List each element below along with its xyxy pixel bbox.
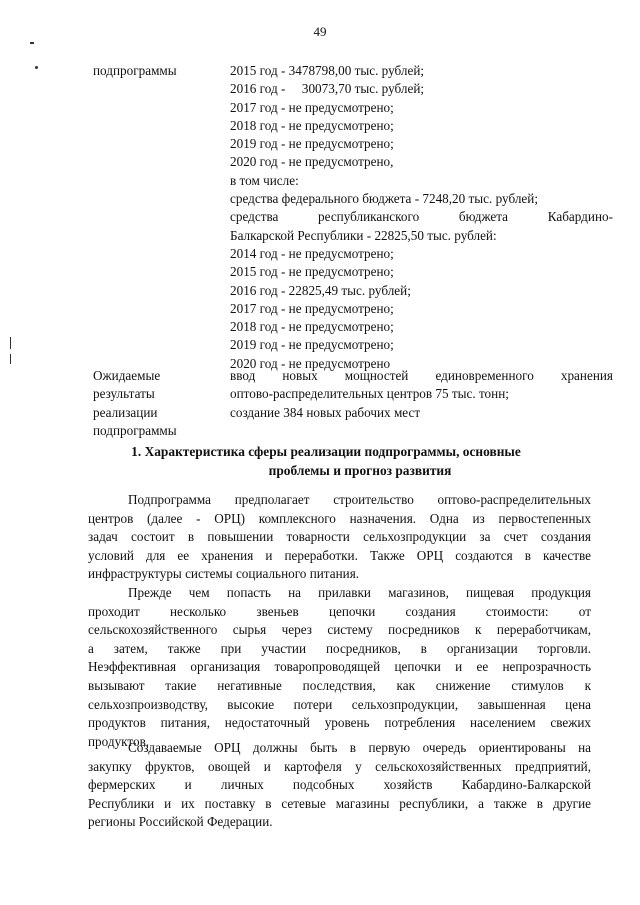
paragraph-line: Республики и их поставку в сетевые магазины республики, а также в другие — [88, 795, 591, 811]
funding-line: 2018 год - не предусмотрено; — [230, 117, 394, 133]
funding-line: 2019 год - не предусмотрено; — [230, 337, 394, 353]
paragraph-line: фермерских и личных подсобных хозяйств Кабардино-Балкарской — [88, 777, 591, 793]
funding-row-label — [93, 62, 230, 373]
paragraph-line: регионы Российской Федерации. — [88, 814, 273, 830]
paragraph-3 — [88, 739, 591, 832]
section-heading — [0, 443, 640, 480]
paragraph-line: задач состоит в повышении товарности сельхозпродукции за счет создания — [88, 529, 591, 545]
funding-line: в том числе: — [230, 172, 299, 188]
paragraph-line: вызывают такие негативные последствия, как снижение стимулов к — [88, 677, 591, 693]
funding-line: 2016 год - 30073,70 тыс. рублей; — [230, 81, 425, 97]
funding-line: 2015 год - не предусмотрено; — [230, 264, 394, 280]
paragraph-line: Неэффективная организация товаропроводящей цепочки и ее непрозрачность — [88, 659, 591, 675]
results-label-line: результаты — [93, 386, 155, 402]
results-line: оптово-распределительных центров 75 тыс. тонн; — [230, 386, 509, 402]
paragraph-line: закупку фруктов, овощей и картофеля у сельскохозяйственных предприятий, — [88, 758, 591, 774]
paragraph-2 — [88, 584, 591, 751]
results-label-line: реализации — [93, 404, 158, 420]
paragraph-line: инфраструктуры системы социального питания. — [88, 566, 360, 582]
results-row — [93, 367, 613, 440]
funding-line: 2018 год - не предусмотрено; — [230, 319, 394, 335]
paragraph-line: сельхозпроизводству, высокие потери сельхозпродукции, завышенная цена — [88, 696, 591, 712]
funding-line: 2020 год - не предусмотрено, — [230, 154, 394, 170]
paragraph-line: продуктов. — [88, 733, 150, 749]
funding-line: 2016 год - 22825,49 тыс. рублей; — [230, 282, 411, 298]
paragraph-line: Прежде чем попасть на прилавки магазинов, пищевая продукция — [128, 585, 591, 600]
funding-line: Балкарской Республики - 22825,50 тыс. рублей: — [230, 227, 497, 243]
funding-line: средства республиканского бюджета Кабардино- — [230, 209, 613, 225]
section-heading-line: проблемы и прогноз развития — [268, 462, 452, 478]
paragraph-line: центров (далее - ОРЦ) комплексного назначения. Одна из первостепенных — [88, 510, 591, 526]
funding-row-value — [230, 62, 613, 373]
results-label-line: подпрограммы — [93, 422, 177, 438]
results-line: ввод новых мощностей единовременного хранения — [230, 368, 613, 383]
scan-mark — [10, 354, 11, 364]
scan-mark — [10, 337, 11, 349]
funding-line: средства федерального бюджета - 7248,20 тыс. рублей; — [230, 191, 538, 207]
funding-line: 2017 год - не предусмотрено; — [230, 300, 394, 316]
paragraph-line: условий для ее хранения и переработки. Также ОРЦ создаются в качестве — [88, 547, 591, 563]
funding-line: 2014 год - не предусмотрено; — [230, 245, 394, 261]
paragraph-line: а затем, также при участии посредников, в организации торговли. — [88, 640, 591, 656]
results-line: создание 384 новых рабочих мест — [230, 404, 421, 420]
paragraph-line: продуктов питания, недостаточный уровень потребления населением свежих — [88, 715, 591, 731]
results-row-label — [93, 367, 230, 440]
funding-line: 2020 год - не предусмотрено — [230, 355, 391, 371]
paragraph-line: проходит несколько звеньев цепочки создания стоимости: от — [88, 603, 591, 619]
funding-row — [93, 62, 613, 373]
paragraph-1 — [88, 491, 591, 584]
scan-mark — [35, 66, 38, 69]
page-number: 49 — [313, 24, 327, 39]
scan-mark — [30, 42, 34, 44]
paragraph-line: Создаваемые ОРЦ должны быть в первую очередь ориентированы на — [128, 740, 591, 755]
funding-line: 2019 год - не предусмотрено; — [230, 136, 394, 152]
results-row-value — [230, 367, 613, 440]
funding-line: 2017 год - не предусмотрено; — [230, 99, 394, 115]
section-heading-line: 1. Характеристика сферы реализации подпрограммы, основные — [131, 444, 521, 459]
paragraph-line: сельскохозяйственного сырья через систему посредников к переработчикам, — [88, 622, 591, 638]
funding-line: 2015 год - 3478798,00 тыс. рублей; — [230, 63, 425, 78]
funding-label-line: подпрограммы — [93, 63, 177, 78]
results-label-line: Ожидаемые — [93, 368, 161, 383]
paragraph-line: Подпрограмма предполагает строительство оптово-распределительных — [128, 492, 591, 507]
